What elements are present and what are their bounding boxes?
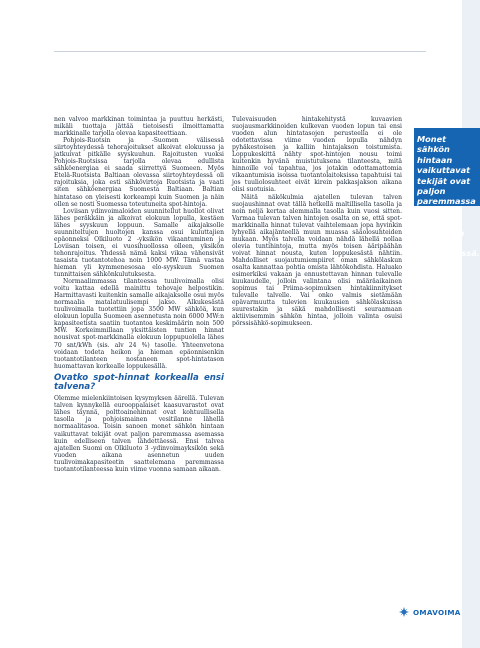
body-paragraph: Olemme mielenkiintoisen kysymyksen äärellä. Tulevan talven kynnykellä eurooppalaiset kaasuvarastot ovat lähes täynnä, polttoainehinnat ovat kohtuullisella tasolla ja pohjoismainen vesitilanne lähellä normaalitasoa. Toisin sanoen monet sähkön hintaan vaikuttavat tekijät ovat paljon paremmassa asemassa kuin edelliseen talven lähdettäessä. Ensi talvea ajatellen Suomi on Olkiluoto 3 -ydinvoimayksikön sekä vuoden aikana asennetun uuden tuulivoimakapasiteetin saattelemana paremmassa tuotantotilanteessa kuin viime vuonna samaan aikaan.: [54, 395, 224, 473]
page-edge-band: [462, 0, 480, 648]
left-column: [54, 116, 224, 473]
body-paragraph: nen valvoo markkinan toimintaa ja puuttuu herkästi, mikäli tuottaja jättää tietoisesti ilmoittamatta markkinalle tarjolla olevaa kapasiteettiaan.: [54, 116, 224, 138]
middle-column: [232, 116, 402, 327]
body-paragraph: Tulevaisuuden hintakehitystä kuvaavien suojausmarkkinoiden kulkevan vuoden lopun tai ensi vuoden alun hintatasojen perusteella ei ole odotettavissa viime vuoden lopulla nähdyn pyhäkestoisen ja kalliin hintajakson toistumista. Loppukeskittä nähty spot-hintojen nousu toimi kuitenkin hyvänä muistutuksena tilanteesta, mitä hinnoille voi tapahtua, jos jotakin odottamattomia vikaantumisia isoissa tuotantolaitoksissa tapahtuisi tai jos tuuliolosuhteet eivät kirein pakkasjakson aikana olisi suotuisia.: [232, 116, 402, 194]
omavoima-logo: [398, 605, 461, 619]
header-rule: [54, 51, 426, 52]
body-paragraph: Näitä näkökulmia ajatellen tulevan talven suojaushinnat ovat tällä hetkellä maltillisella tasolla ja noin neljä kertaa alemmalla tasolla kuin vuosi sitten. Varmaa tulevan talven hintojen osalta on se, että spot-markkinalla hinnat tulevat vaihtelemaan jopa hyvinkin lyhyellä aikajänteellä muun muassa sääolosuhteiden mukaan. Myös talvella voidaan nähdä lähellä nollaa olevia tuntihintoja, mutta myös toisen ääripäähän voivat hinnat nousta, kuten loppukesästä nähtiin. Mahdolliset suojautumiempiiret oman sähkölaskun osalta kannattaa pohtia omista lähtökohdista. Haluako esimerkiksi vakaan ja ennustettavan hinnan tulevalle kuukaudelle, jolloin valintana olisi määräaikainen sopimus tai Priima-sopimuksen hintakiinnitykset tulevalle talvelle. Vai onko valmis sietämään epävarmuutta tulevien kuukausien sähkölaskuissa suurestakin ja säkä mahdollisesti seuraamaan aktiivisemmin sähkön hintaa, jolloin valinta osuisi pörssisähkö-sopimukseen.: [232, 193, 402, 328]
logo-wordmark: OMAVOIMA: [413, 607, 461, 617]
pullquote-box: [414, 128, 480, 259]
section-subheading: Ovatko spot-hinnat korkealla ensi talvena?: [54, 372, 224, 392]
pullquote-text: Monet sähkön hintaan vaikuttavat tekijät ovat paljon paremmassa asemassa kuin edelliseen talveen lähdettäessä.: [417, 134, 480, 259]
omavoima-logo-icon: [398, 606, 410, 618]
body-paragraph: Normaalimmassa tilanteessa tuulivoimalla olisi voitu kattaa edellä mainittu tehovaje helpostikin. Harmittavasti kuitenkin samalle aikajaksolle osui myös normaalia matalatuulisempi jakso. Alkukesästä tuulivoimalla tuotettiin jopa 3500 MW sähköä, kun elokuun lopulla Suomeen asennetusta noin 6000 MW:n kapasiteetista saatiin tuotantoa keskimäärin noin 500 MW. Korkeimmillaan yksittäisten tuntien hinnat nousivat spot-markkinalla elokuun loppupuolella lähes 70 snt/kWh (sis. alv 24 %) tasolle. Yhteenvetona voidaan todeta heikon ja hieman epäonnisenkin tuotantotilanteen nostaneen spot-hintatason huomattavan korkealle loppukesällä.: [54, 278, 224, 370]
body-paragraph: Pohjois-Ruotsin ja -Suomen välisessä siirtoyhteydessä tehorajoitukset alkoivat elokuussa ja jatkuivat pitkälle syyskuuhun. Rajoitusten vuoksi Pohjois-Ruotsissa tarjolla olevaa edullista sähköenergiaa ei saada siirrettyä Suomeen. Myös Etelä-Ruotsista Baltiaan olevassa siirtoyhteydessä oli rajoituksia, joka esti sähkövirtoja Ruotsista ja vaati siten sähköenergiaa Suomesta Baltiaan. Baltian hintataso on yleisesti korkeampi kuin Suomen ja näin ollen se nosti Suomessa toteutuneita spot-hintoja.: [54, 137, 224, 208]
body-paragraph: Loviisan ydinvoimaloiden suunnitellut huollot olivat lähes peräkkäin ja alkoivat elokuun lopulla, kestäen lähes syyskuun loppuun. Samalle aikajaksolle suunniteltujen huoltojen kanssa osui kuluttajien epäonneksi Olkiluoto 2 -yksikön vikaantuminen ja Loviisan toisen, ei vuosihuollossa olleen, yksikön tehonrajoitus. Yhdessä nämä kaksi vikaa vähensivät tasaista tuotantotehoa noin 1000 MW. Tämä vastaa hieman yli kymmenesosaa elo-syyskuun Suomen tunnittaisen sähkönkulutuksesta.: [54, 207, 224, 279]
